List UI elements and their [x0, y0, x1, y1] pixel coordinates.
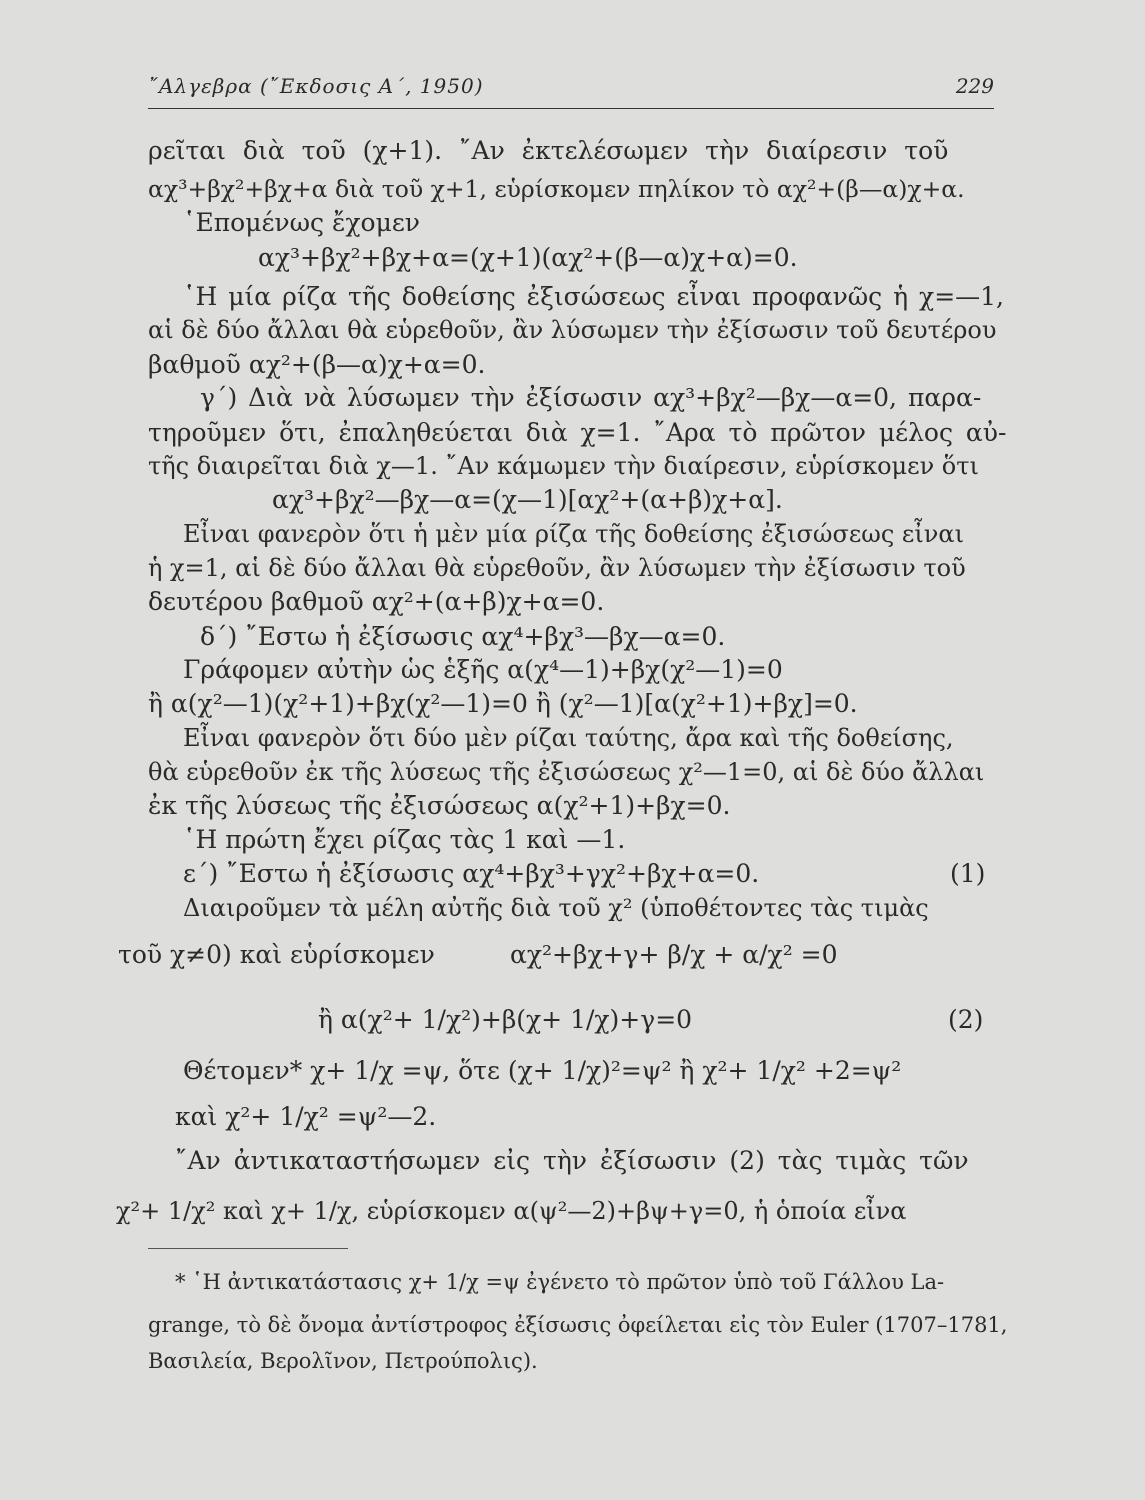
equation: αχ²+βχ+γ+ β/χ + α/χ² =0 — [510, 940, 838, 969]
text-line: δ΄) ῎Εστω ἡ ἐξίσωσις αχ⁴+βχ³—βχ—α=0. — [200, 622, 726, 651]
footnote-line: Βασιλεία, Βερολῖνον, Πετρούπολις). — [148, 1349, 538, 1373]
text-line: χ²+ 1/χ² καὶ χ+ 1/χ, εὑρίσκομεν α(ψ²—2)+βψ+γ=0, ἡ ὁποία εἶνα — [116, 1197, 907, 1225]
text-line: ρεῖται διὰ τοῦ (χ+1). ῎Αν ἐκτελέσωμεν τὴν διαίρεσιν τοῦ — [148, 136, 949, 165]
text-line: θὰ εὑρεθοῦν ἐκ τῆς λύσεως τῆς ἐξισώσεως χ²—1=0, αἱ δὲ δύο ἄλλαι — [148, 758, 985, 786]
text-line: ἐκ τῆς λύσεως τῆς ἐξισώσεως α(χ²+1)+βχ=0. — [148, 791, 731, 820]
text-line: δευτέρου βαθμοῦ αχ²+(α+β)χ+α=0. — [148, 587, 605, 616]
text-line: αχ³+βχ²+βχ+α διὰ τοῦ χ+1, εὑρίσκομεν πηλίκον τὸ αχ²+(β—α)χ+α. — [148, 175, 965, 203]
text-line: αἱ δὲ δύο ἄλλαι θὰ εὑρεθοῦν, ἂν λύσωμεν τὴν ἐξίσωσιν τοῦ δευτέρου — [148, 316, 997, 344]
text-line: ε΄) ῎Εστω ἡ ἐξίσωσις αχ⁴+βχ³+γχ²+βχ+α=0. — [183, 859, 760, 888]
equation: αχ³+βχ²—βχ—α=(χ—1)[αχ²+(α+β)χ+α]. — [272, 485, 783, 514]
equation: ἢ α(χ²—1)(χ²+1)+βχ(χ²—1)=0 ἢ (χ²—1)[α(χ²+1)+βχ]=0. — [148, 689, 858, 718]
equation-number: (2) — [948, 1005, 984, 1034]
equation: καὶ χ²+ 1/χ² =ψ²—2. — [175, 1102, 437, 1131]
header-title: ῎Αλγεβρα (῎Εκδοσις Α΄, 1950) — [148, 74, 484, 98]
footnote-line: * ῾Η ἀντικατάστασις χ+ 1/χ =ψ ἐγένετο τὸ πρῶτον ὑπὸ τοῦ Γάλλου La- — [175, 1270, 945, 1294]
text-line: γ΄) Διὰ νὰ λύσωμεν τὴν ἐξίσωσιν αχ³+βχ²—βχ—α=0, παρα- — [200, 383, 982, 412]
text-line: Θέτομεν* χ+ 1/χ =ψ, ὅτε (χ+ 1/χ)²=ψ² ἢ χ²+ 1/χ² +2=ψ² — [183, 1056, 902, 1085]
equation: ἢ α(χ²+ 1/χ²)+β(χ+ 1/χ)+γ=0 — [318, 1005, 693, 1034]
text-line: ῾Επομένως ἔχομεν — [183, 208, 420, 237]
equation-number: (1) — [950, 859, 986, 888]
text-line: ῾Η πρώτη ἔχει ρίζας τὰς 1 καὶ —1. — [183, 825, 626, 854]
text-line: Εἶναι φανερὸν ὅτι δύο μὲν ρίζαι ταύτης, ἄρα καὶ τῆς δοθείσης, — [183, 724, 954, 752]
text-line: τοῦ χ≠0) καὶ εὑρίσκομεν — [118, 940, 435, 969]
footnote-separator — [148, 1248, 348, 1249]
text-line: ῾Η μία ρίζα τῆς δοθείσης ἐξισώσεως εἶναι προφανῶς ἡ χ=—1, — [183, 282, 1005, 311]
text-line: ῎Αν ἀντικαταστήσωμεν εἰς τὴν ἐξίσωσιν (2) τὰς τιμὰς τῶν — [175, 1146, 969, 1175]
text-line: τῆς διαιρεῖται διὰ χ—1. ῎Αν κάμωμεν τὴν διαίρεσιν, εὑρίσκομεν ὅτι — [148, 452, 979, 480]
text-line: τηροῦμεν ὅτι, ἐπαληθεύεται διὰ χ=1. ῎Αρα τὸ πρῶτον μέλος αὐ- — [148, 418, 1007, 447]
page-number: 229 — [955, 74, 994, 98]
equation: αχ³+βχ²+βχ+α=(χ+1)(αχ²+(β—α)χ+α)=0. — [258, 243, 798, 272]
text-line: Εἶναι φανερὸν ὅτι ἡ μὲν μία ρίζα τῆς δοθείσης ἐξισώσεως εἶναι — [183, 520, 964, 548]
text-line: βαθμοῦ αχ²+(β—α)χ+α=0. — [148, 350, 486, 379]
text-line: Διαιροῦμεν τὰ μέλη αὐτῆς διὰ τοῦ χ² (ὑποθέτοντες τὰς τιμὰς — [183, 894, 929, 922]
footnote-line: grange, τὸ δὲ ὄνομα ἀντίστροφος ἐξίσωσις ὀφείλεται εἰς τὸν Euler (1707–1781, — [148, 1313, 1008, 1337]
text-line: ἡ χ=1, αἱ δὲ δύο ἄλλαι θὰ εὑρεθοῦν, ἂν λύσωμεν τὴν ἐξίσωσιν τοῦ — [148, 554, 966, 582]
text-line: Γράφομεν αὐτὴν ὡς ἑξῆς α(χ⁴—1)+βχ(χ²—1)=0 — [183, 655, 783, 684]
running-header — [148, 74, 994, 109]
